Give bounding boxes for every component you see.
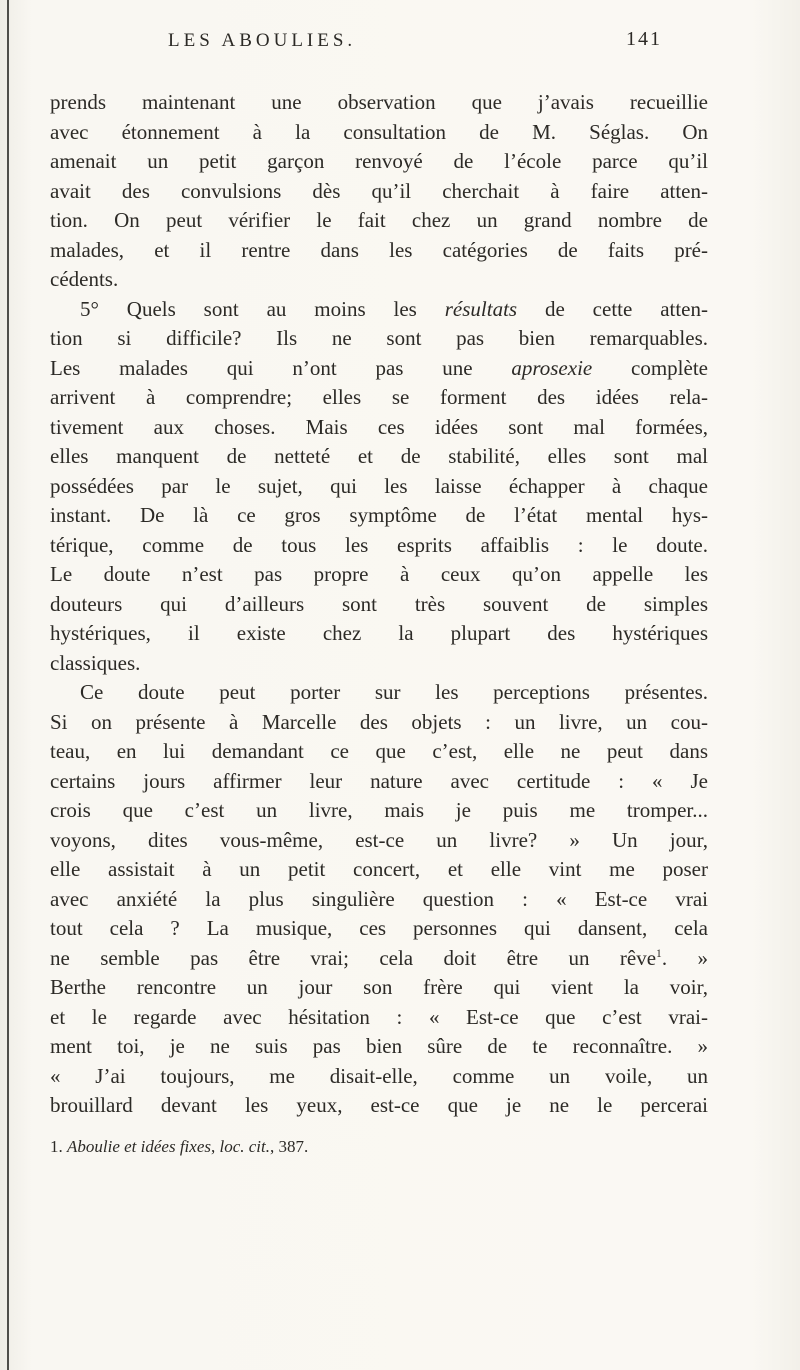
text-segment: , bbox=[210, 1137, 220, 1156]
text-segment: 1. bbox=[50, 1137, 67, 1156]
text-line bbox=[50, 973, 708, 1003]
text-segment: certains jours affirmer leur nature avec certitude : « Je bbox=[50, 768, 708, 793]
page-header bbox=[50, 30, 708, 56]
text-segment: cédents. bbox=[50, 267, 119, 291]
text-line bbox=[50, 236, 708, 266]
text-line bbox=[50, 354, 708, 384]
text-segment: brouillard devant les yeux, est-ce que je ne le percerai bbox=[50, 1093, 708, 1117]
text-segment: douteurs qui d’ailleurs sont très souvent de simples bbox=[50, 591, 708, 616]
text-line bbox=[50, 649, 708, 679]
text-line bbox=[50, 324, 708, 354]
text-line bbox=[50, 1091, 708, 1121]
text-segment: térique, comme de tous les esprits affaiblis : le doute. bbox=[50, 532, 708, 557]
text-line bbox=[50, 619, 708, 649]
text-segment-italic: Aboulie et idées fixes bbox=[67, 1137, 211, 1156]
text-line bbox=[50, 383, 708, 413]
text-line bbox=[50, 826, 708, 856]
text-segment: voyons, dites vous-même, est-ce un livre? » Un jour, bbox=[50, 827, 708, 852]
text-segment: tion. On peut vérifier le fait chez un grand nombre de bbox=[50, 208, 708, 232]
text-segment: avec étonnement à la consultation de M. Séglas. On bbox=[50, 119, 708, 144]
text-line bbox=[50, 118, 708, 148]
text-segment: crois que c’est un livre, mais je puis me tromper... bbox=[50, 798, 708, 822]
body-text bbox=[50, 88, 708, 1121]
text-line bbox=[50, 796, 708, 826]
text-segment: Si on présente à Marcelle des objets : un livre, un cou- bbox=[50, 709, 708, 734]
text-segment: elles manquent de netteté et de stabilité, elles sont mal bbox=[50, 444, 708, 468]
text-segment: possédées par le sujet, qui les laisse échapper à chaque bbox=[50, 473, 708, 498]
text-line bbox=[50, 885, 708, 915]
text-segment: ment toi, je ne suis pas bien sûre de te reconnaître. » bbox=[50, 1034, 708, 1058]
page-edge-line bbox=[7, 0, 9, 1370]
text-segment: tout cela ? La musique, ces personnes qui dansent, cela bbox=[50, 916, 708, 940]
running-header: LES ABOULIES. bbox=[168, 30, 357, 51]
text-line bbox=[50, 1136, 708, 1158]
text-segment: classiques. bbox=[50, 650, 141, 675]
text-line bbox=[50, 737, 708, 767]
text-line bbox=[50, 1032, 708, 1062]
text-line bbox=[50, 767, 708, 797]
text-segment: Ce doute peut porter sur les perceptions présentes. bbox=[80, 680, 708, 704]
text-segment: avait des convulsions dès qu’il cherchait à faire atten- bbox=[50, 178, 708, 203]
footnote-ref: 1 bbox=[656, 947, 662, 960]
text-segment: « J’ai toujours, me disait-elle, comme un voile, un bbox=[50, 1063, 708, 1088]
text-segment: de cette atten- bbox=[517, 296, 709, 321]
text-line bbox=[50, 708, 708, 738]
text-line bbox=[50, 678, 708, 708]
text-segment: Berthe rencontre un jour son frère qui vient la voir, bbox=[50, 975, 708, 999]
text-segment: instant. De là ce gros symptôme de l’état mental hys- bbox=[50, 503, 708, 527]
text-line bbox=[50, 413, 708, 443]
text-segment: tivement aux choses. Mais ces idées sont mal formées, bbox=[50, 414, 708, 439]
text-segment: elle assistait à un petit concert, et elle vint me poser bbox=[50, 857, 708, 881]
text-segment: hystériques, il existe chez la plupart des hystériques bbox=[50, 621, 708, 645]
text-segment: Les malades qui n’ont pas une bbox=[50, 355, 512, 380]
text-line bbox=[50, 472, 708, 502]
text-segment: complète bbox=[592, 355, 708, 380]
text-segment: malades, et il rentre dans les catégories de faits pré- bbox=[50, 237, 708, 262]
text-segment: avec anxiété la plus singulière question : « Est-ce vrai bbox=[50, 886, 708, 911]
footnote bbox=[50, 1136, 708, 1158]
text-segment: prends maintenant une observation que j’avais recueillie bbox=[50, 90, 708, 114]
text-line bbox=[50, 855, 708, 885]
text-line bbox=[50, 590, 708, 620]
text-segment: amenait un petit garçon renvoyé de l’école parce qu’il bbox=[50, 149, 708, 173]
text-line bbox=[50, 531, 708, 561]
text-line bbox=[50, 501, 708, 531]
text-segment-italic: loc. cit. bbox=[219, 1137, 270, 1156]
text-line bbox=[50, 265, 708, 295]
text-segment: Le doute n’est pas propre à ceux qu’on appelle les bbox=[50, 562, 708, 586]
text-line bbox=[50, 295, 708, 325]
page-number: 141 bbox=[626, 28, 662, 50]
text-segment: ne semble pas être vrai; cela doit être un rêve bbox=[50, 945, 657, 970]
text-segment: . » bbox=[661, 945, 708, 970]
text-segment: 5° Quels sont au moins les bbox=[80, 296, 445, 321]
text-line bbox=[50, 560, 708, 590]
text-segment-italic: résultats bbox=[444, 296, 518, 321]
text-line bbox=[50, 914, 708, 944]
text-segment: teau, en lui demandant ce que c’est, elle ne peut dans bbox=[50, 739, 708, 763]
text-line bbox=[50, 944, 708, 974]
text-line bbox=[50, 1062, 708, 1092]
text-line bbox=[50, 1003, 708, 1033]
text-segment: et le regarde avec hésitation : « Est-ce que c’est vrai- bbox=[50, 1004, 708, 1029]
text-line bbox=[50, 88, 708, 118]
text-line bbox=[50, 177, 708, 207]
text-line bbox=[50, 442, 708, 472]
text-segment: tion si difficile? Ils ne sont pas bien remarquables. bbox=[50, 326, 708, 350]
text-line bbox=[50, 206, 708, 236]
text-line bbox=[50, 147, 708, 177]
text-segment: arrivent à comprendre; elles se forment des idées rela- bbox=[50, 385, 708, 409]
text-segment-italic: aprosexie bbox=[511, 355, 593, 380]
text-segment: , 387. bbox=[270, 1137, 309, 1156]
